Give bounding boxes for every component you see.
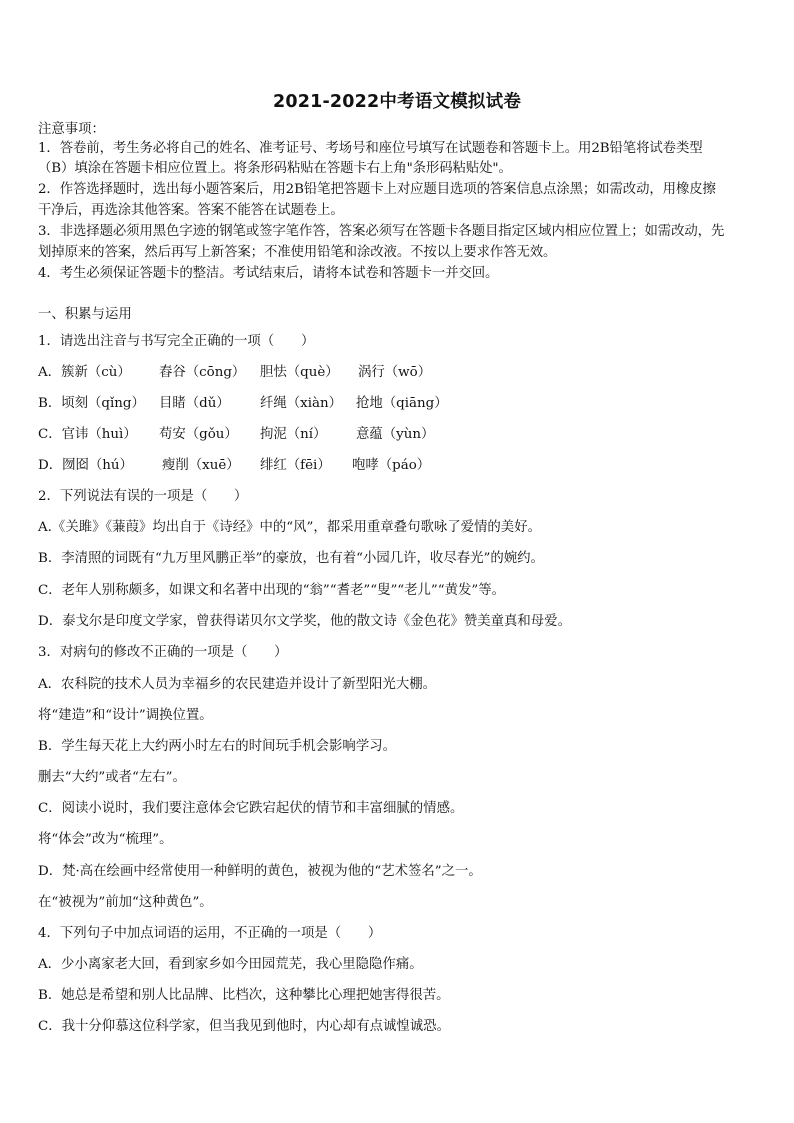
option-item: 瘦削（xuē） — [162, 458, 240, 473]
revision-note: 将“建造”和“设计”调换位置。 — [38, 708, 213, 723]
option-item: 胆怯（què） — [260, 365, 339, 380]
option-item: 抢地（qiāng） — [356, 396, 448, 411]
question-stem: 1．请选出注音与书写完全正确的一项（ ） — [38, 334, 315, 349]
option-item: 意蕴（yùn） — [356, 427, 435, 442]
option-item: 舂谷（cōng） — [159, 365, 246, 380]
q1-option-row — [38, 395, 760, 413]
notice-line: 划掉原来的答案，然后再写上新答案；不准使用铅笔和涂改液。不按以上要求作答无效。 — [38, 245, 557, 260]
option-item: 绯红（fēi） — [260, 458, 331, 473]
notice-line: 4．考生必须保证答题卡的整洁。考试结束后，请将本试卷和答题卡一并交回。 — [38, 266, 499, 281]
option-item: B．李清照的词既有“九万里风鹏正举”的豪放，也有着“小园几许，收尽春光”的婉约。 — [38, 551, 544, 566]
option-item: A．少小离家老大回，看到家乡如今田园荒芜，我心里隐隐作痛。 — [38, 957, 423, 972]
revision-note: 删去“大约”或者“左右”。 — [38, 770, 186, 785]
notice-line: 1．答卷前，考生务必将自己的姓名、准考证号、考场号和座位号填写在试题卷和答题卡上。用2B铅笔将试卷类型 — [38, 141, 703, 156]
notice-line: 3．非选择题必须用黑色字迹的钢笔或签字笔作答，答案必须写在答题卡各题目指定区域内相应位置上；如需改动，先 — [38, 224, 725, 239]
page-title: 2021-2022中考语文模拟试卷 — [272, 92, 522, 112]
q1-option-row — [38, 426, 760, 444]
notice-line: 干净后，再选涂其他答案。答案不能答在试题卷上。 — [38, 203, 344, 218]
option-item: 纤绳（xiàn） — [260, 396, 343, 411]
option-item: 目睹（dǔ） — [159, 396, 230, 411]
option-item: C．官讳（huì） — [38, 427, 137, 442]
q1-option-row — [38, 364, 760, 382]
question-stem: 4．下列句子中加点词语的运用，不正确的一项是（ ） — [38, 926, 382, 941]
question-stem: 2．下列说法有误的一项是（ ） — [38, 489, 248, 504]
revision-note: 将“体会”改为“梳理”。 — [38, 832, 173, 847]
option-item: C．阅读小说时，我们要注意体会它跌宕起伏的情节和丰富细腻的情感。 — [38, 801, 464, 816]
option-item: 苟安（gǒu） — [159, 427, 238, 442]
option-item: B．她总是希望和别人比品牌、比档次，这种攀比心理把她害得很苦。 — [38, 988, 450, 1003]
revision-note: 在“被视为”前加“这种黄色”。 — [38, 895, 213, 910]
question-stem: 3．对病句的修改不正确的一项是（ ） — [38, 645, 288, 660]
option-item: B．学生每天花上大约两小时左右的时间玩手机会影响学习。 — [38, 739, 396, 754]
notice-heading: 注意事项： — [38, 122, 105, 137]
notice-line: 2．作答选择题时，选出每小题答案后，用2B铅笔把答题卡上对应题目选项的答案信息点涂黑；如需改动，用橡皮擦 — [38, 182, 716, 197]
option-item: A．簇新（cù） — [38, 365, 131, 380]
option-item: D．囫囵（hú） — [38, 458, 133, 473]
option-item: 拘泥（ní） — [260, 427, 327, 442]
option-item: D．梵·高在绘画中经常使用一种鲜明的黄色，被视为他的“艺术签名”之一。 — [38, 864, 482, 879]
option-item: 涡行（wō） — [358, 365, 432, 380]
option-item: C．老年人别称颇多，如课文和名著中出现的“翁”“耆老”“叟”“老儿”“黄发”等。 — [38, 583, 506, 598]
option-item: A.《关雎》《蒹葭》均出自于《诗经》中的“风”，都采用重章叠句歌咏了爱情的美好。 — [38, 520, 541, 535]
q1-option-row — [38, 457, 760, 475]
notice-line: （B）填涂在答题卡相应位置上。将条形码粘贴在答题卡右上角"条形码粘贴处"。 — [38, 161, 512, 176]
option-item: A．农科院的技术人员为幸福乡的农民建造并设计了新型阳光大棚。 — [38, 677, 436, 692]
option-item: D．泰戈尔是印度文学家，曾获得诺贝尔文学奖，他的散文诗《金色花》赞美童真和母爱。 — [38, 614, 571, 629]
option-item: C．我十分仰慕这位科学家，但当我见到他时，内心却有点诚惶诚恐。 — [38, 1019, 450, 1034]
option-item: 咆哮（páo） — [352, 458, 431, 473]
option-item: B．顷刻（qǐng） — [38, 396, 145, 411]
section-heading: 一、积累与运用 — [38, 307, 132, 322]
